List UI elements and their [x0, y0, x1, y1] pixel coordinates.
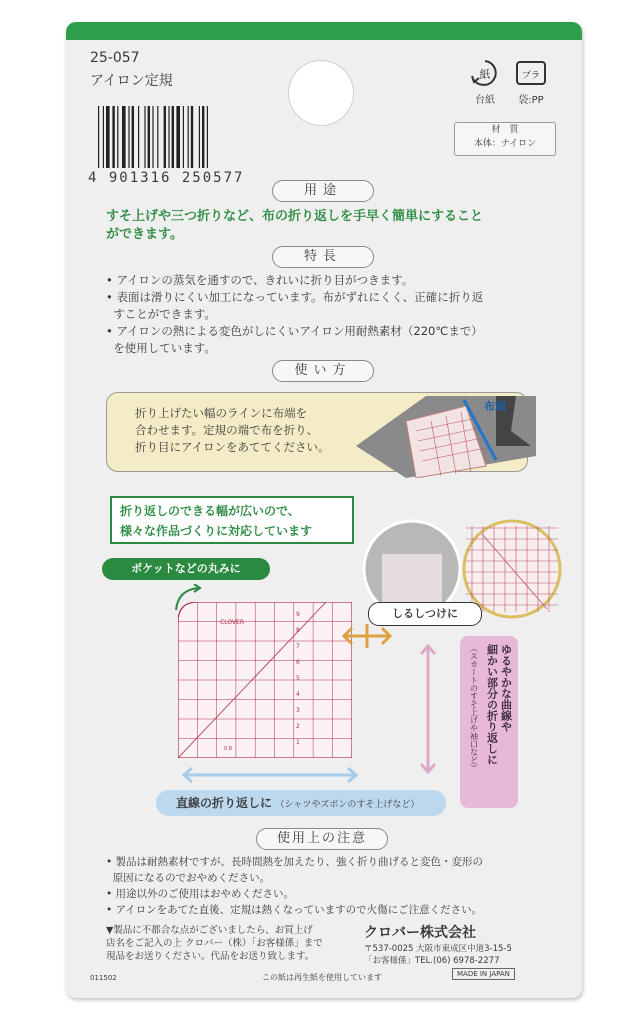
vertical-arrow-icon: [418, 644, 438, 774]
material-box: [454, 122, 556, 156]
heading-howto: 使い方: [272, 360, 374, 382]
curve-label-box: [460, 636, 518, 808]
caution-item-1b: 原因になるのでおやめください。: [112, 872, 271, 884]
barcode-number: 4 901316 250577: [88, 170, 245, 186]
straight-label: [156, 790, 446, 816]
curve-line2: 細かい部分の折り返しに: [485, 644, 499, 765]
curve-label-vertical: [460, 636, 518, 808]
company-phone: 「お客様係」TEL.(06) 6978-2277: [364, 956, 500, 966]
ruler-number: 4: [296, 691, 300, 698]
banner-line1: 折り返しのできる幅が広いので、: [120, 504, 300, 518]
horizontal-arrow-icon: [182, 766, 358, 784]
curve-sub: （スカートのすそ上げや袖口など）: [469, 644, 479, 772]
plastic-recycle-icon: [514, 58, 548, 88]
plastic-glyph: プラ: [521, 71, 541, 81]
caution-item-3: • アイロンをあてた直後、定規は熱くなっていますので火傷にご注意ください。: [106, 904, 483, 916]
notice-line2: 店名をご記入の上 クロバー（株）「お客様係」まで: [106, 938, 323, 949]
ruler-brand: CLOVER: [220, 619, 244, 626]
caution-list: [106, 854, 566, 918]
ruler-number: 8: [296, 627, 300, 634]
ruler-number: 5: [296, 675, 300, 682]
product-name: アイロン定規: [90, 73, 173, 89]
feature-item-3: • アイロンの熱による変色がしにくいアイロン用耐熱素材（220℃まで）: [106, 324, 483, 338]
caution-item-1: • 製品は耐熱素材ですが、長時間熱を加えたり、強く折り曲げると変色・変形の: [106, 856, 484, 868]
features-list: [106, 272, 566, 357]
paper-glyph: 紙: [479, 68, 491, 81]
green-top-band: [66, 22, 582, 40]
paper-recycle-mark: [468, 58, 502, 106]
howto-text: [135, 405, 329, 456]
product-code: 25-057: [90, 50, 140, 66]
material-value: 本体：ナイロン: [473, 139, 537, 149]
footer-notice: [106, 924, 366, 963]
feature-item-2b: すことができます。: [113, 307, 216, 321]
plastic-recycle-mark: [514, 58, 548, 106]
straight-sub: （シャツやズボンのすそ上げなど）: [275, 800, 420, 810]
hang-hole: [288, 60, 354, 126]
product-card: [66, 22, 582, 998]
howto-line2: 合わせます。定規の端で布を折り、: [135, 423, 319, 437]
ruler-number: 2: [296, 723, 300, 730]
ruler-number: 1: [296, 739, 300, 746]
curve-line1: ゆるやかな曲線や: [499, 644, 513, 732]
ruler-small-label: 0.8: [224, 746, 232, 752]
howto-line3: 折り目にアイロンをあててください。: [135, 440, 330, 454]
material-title: 材 質: [491, 125, 519, 135]
feature-item-1: • アイロンの蒸気を通すので、きれいに折り目がつきます。: [106, 273, 414, 287]
use-text-line2: ができます。: [106, 227, 183, 242]
fabric-edge-tag: 布端: [484, 400, 506, 413]
paper-recycle-icon: [468, 58, 502, 88]
heading-use: 用途: [272, 180, 374, 202]
pocket-label: ポケットなどの丸みに: [102, 558, 270, 580]
notice-line1: ▼製品に不都合な点がございましたら、お買上げ: [106, 925, 313, 936]
ruler-number: 3: [296, 707, 300, 714]
caution-item-2: • 用途以外のご使用はおやめください。: [106, 888, 295, 900]
use-text-line1: すそ上げや三つ折りなど、布の折り返しを手早く簡単にすること: [106, 209, 484, 224]
ruler-number: 9: [296, 611, 300, 618]
banner-line2: 様々な作品づくりに対応しています: [120, 524, 313, 538]
notice-line3: 現品をお送りください。代品をお送り致します。: [106, 951, 315, 962]
feature-item-3b: を使用しています。: [113, 341, 216, 355]
plastic-label: 袋:PP: [518, 95, 544, 106]
straight-main: 直線の折り返しに: [176, 796, 273, 810]
heading-features: 特長: [272, 246, 374, 268]
howto-line1: 折り上げたい幅のラインに布端を: [135, 406, 308, 420]
ruler-number: 6: [296, 659, 300, 666]
feature-item-2: • 表面は滑りにくい加工になっています。布がずれにくく、正確に折り返: [106, 290, 484, 304]
use-text: [106, 208, 483, 244]
made-in-japan: MADE IN JAPAN: [452, 968, 515, 980]
howto-illustration: [346, 386, 536, 478]
marking-label: しるしつけに: [368, 602, 482, 626]
ruler-number: 7: [296, 643, 300, 650]
heading-caution: 使用上の注意: [256, 828, 388, 850]
width-arrow-icon: [342, 622, 392, 650]
paper-label: 台紙: [475, 95, 495, 106]
company-address: 〒537-0025 大阪市東成区中道3-15-5: [364, 944, 512, 954]
feature-banner: [110, 496, 354, 544]
ruler-illustration: [178, 602, 352, 758]
company-name: クロバー株式会社: [364, 925, 476, 941]
recycled-paper-note: この紙は再生紙を使用しています: [262, 973, 382, 982]
lot-number: 011502: [90, 974, 117, 982]
barcode: [96, 106, 246, 168]
